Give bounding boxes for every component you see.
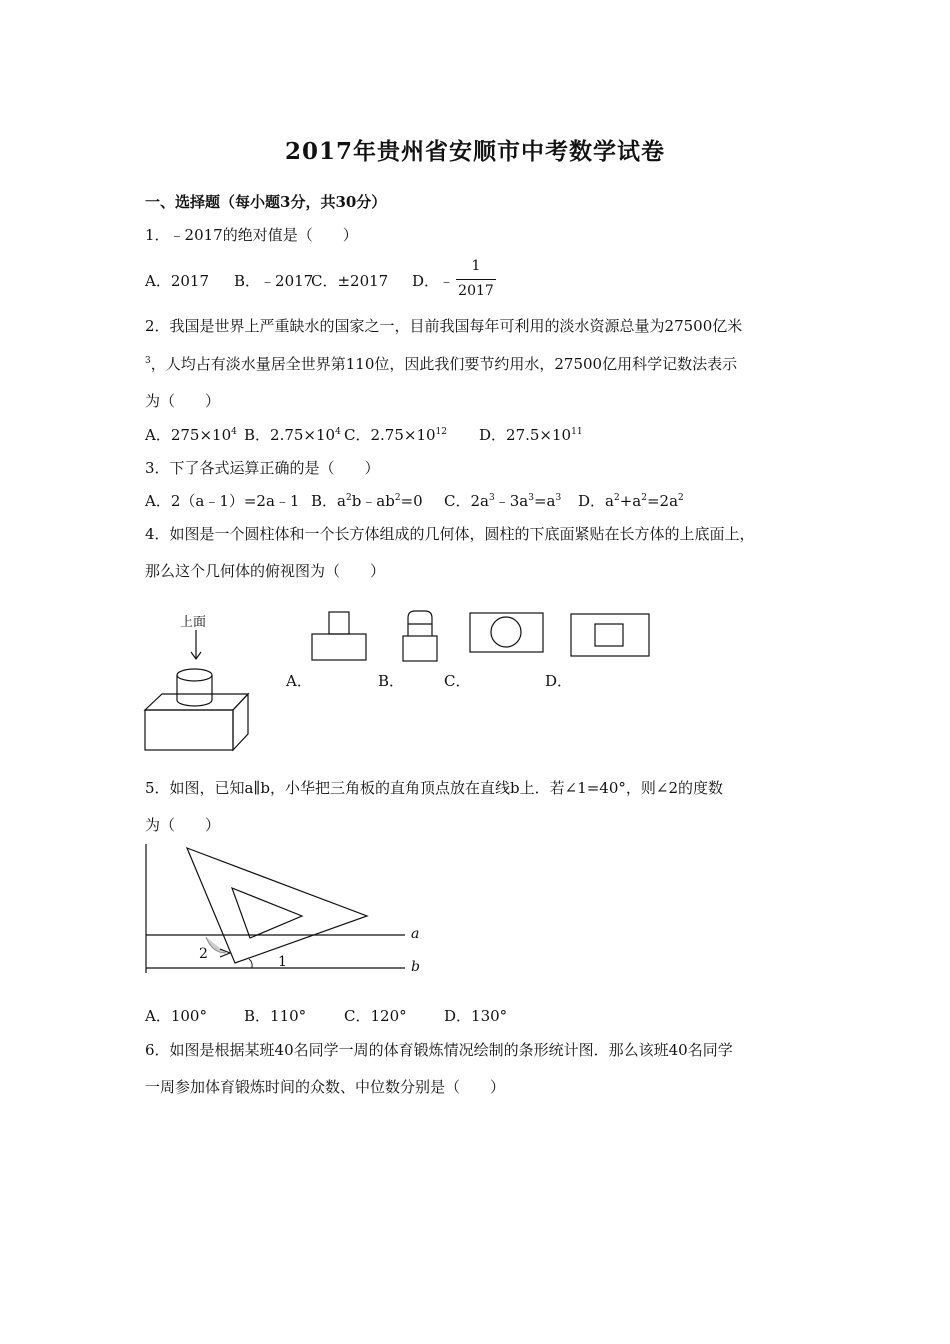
q2-option-d bbox=[479, 424, 583, 445]
q5-option-b: B．110° bbox=[244, 1007, 307, 1025]
q3-option-d bbox=[578, 490, 684, 511]
q2-option-d-base: D．27.5×10 bbox=[479, 426, 572, 444]
q5-angle-2-label: 2 bbox=[199, 946, 208, 962]
q2-option-c-base: C．2.75×10 bbox=[344, 426, 436, 444]
q3-d-part1: D．a bbox=[578, 492, 614, 510]
page-title: 2017年贵州省安顺市中考数学试卷 bbox=[284, 138, 665, 165]
q3-c-part2: ﹣3a bbox=[494, 492, 529, 510]
q4-label-a: A． bbox=[286, 672, 312, 690]
q5-stem-line1: 5．如图，已知a∥b，小华把三角板的直角顶点放在直线b上．若∠1=40°，则∠2的度数 bbox=[145, 779, 724, 797]
q3-c-exp2: 3 bbox=[528, 493, 534, 503]
section-heading: 一、选择题（每小题3分，共30分） bbox=[145, 193, 387, 211]
q3-option-a: A．2（a﹣1）=2a﹣1 bbox=[145, 492, 300, 510]
q2-stem-line1: 2．我国是世界上严重缺水的国家之一，目前我国每年可利用的淡水资源总量为27500亿米 bbox=[145, 317, 743, 335]
q2-stem-line2 bbox=[145, 353, 737, 374]
q4-option-a-figure bbox=[310, 610, 370, 664]
q5-line-b-label: b bbox=[411, 959, 420, 975]
q1-option-d-denominator: 2017 bbox=[458, 283, 494, 299]
q1-option-d-numerator: 1 bbox=[471, 258, 481, 274]
q2-option-b-exp: 4 bbox=[335, 427, 341, 437]
q5-angle-1-label: 1 bbox=[278, 954, 287, 970]
q4-option-d-figure bbox=[568, 611, 652, 659]
q2-option-b-base: B．2.75×10 bbox=[244, 426, 336, 444]
q3-c-part3: =a bbox=[533, 492, 556, 510]
q5-option-d: D．130° bbox=[444, 1007, 508, 1025]
q2-option-c bbox=[344, 424, 447, 445]
q2-option-a bbox=[145, 424, 237, 445]
q5-stem-line2: 为（ ） bbox=[145, 816, 221, 834]
q3-d-exp3: 2 bbox=[678, 493, 684, 503]
q4-solid-figure bbox=[140, 628, 255, 754]
q3-d-exp1: 2 bbox=[613, 493, 620, 503]
q5-line-a-label: a bbox=[411, 926, 420, 942]
q3-b-part1: B．a bbox=[311, 492, 346, 510]
q4-option-c-figure bbox=[468, 611, 546, 655]
q4-label-c: C． bbox=[444, 672, 471, 690]
q5-option-c: C．120° bbox=[344, 1007, 407, 1025]
q3-c-part1: C．2a bbox=[444, 492, 489, 510]
q3-option-c bbox=[444, 490, 561, 511]
q2-option-c-exp: 12 bbox=[435, 427, 447, 437]
q2-option-b bbox=[244, 424, 341, 445]
q3-b-exp2: 2 bbox=[394, 493, 401, 503]
q4-stem-line2: 那么这个几何体的俯视图为（ ） bbox=[145, 562, 386, 580]
q3-b-exp1: 2 bbox=[345, 493, 352, 503]
q3-d-part3: =2a bbox=[646, 492, 679, 510]
q3-stem: 3．下了各式运算正确的是（ ） bbox=[145, 459, 380, 477]
q2-option-a-exp: 4 bbox=[231, 427, 237, 437]
q1-stem: 1．﹣2017的绝对值是（ ） bbox=[145, 226, 358, 244]
q3-c-exp3: 3 bbox=[555, 493, 562, 503]
q3-c-exp1: 3 bbox=[488, 493, 495, 503]
q4-label-b: B． bbox=[378, 672, 405, 690]
q2-cubic-sup: 3 bbox=[145, 356, 151, 366]
q1-fraction-bar bbox=[456, 279, 496, 280]
q6-stem-line2: 一周参加体育锻炼时间的众数、中位数分别是（ ） bbox=[145, 1078, 506, 1096]
q1-option-a: A．2017 bbox=[145, 272, 210, 290]
q3-b-part2: b﹣ab bbox=[351, 492, 395, 510]
q4-option-b-figure bbox=[400, 608, 440, 664]
q6-stem-line1: 6．如图是根据某班40名同学一周的体育锻炼情况绘制的条形统计图．那么该班40名同学 bbox=[145, 1041, 733, 1059]
q3-option-b bbox=[311, 490, 423, 511]
q4-stem-line1: 4．如图是一个圆柱体和一个长方体组成的几何体，圆柱的下底面紧贴在长方体的上底面上， bbox=[145, 525, 755, 543]
q1-option-d-prefix: D．﹣ bbox=[412, 272, 455, 290]
q1-option-b: B．﹣2017 bbox=[234, 272, 314, 290]
q4-label-d: D． bbox=[545, 672, 573, 690]
q2-stem-line2-text: ，人均占有淡水量居全世界第110位，因此我们要节约用水，27500亿用科学记数法表示 bbox=[150, 355, 738, 373]
q3-d-exp2: 2 bbox=[641, 493, 647, 503]
q4-top-label: 上面 bbox=[180, 615, 207, 630]
q2-option-a-base: A．275×10 bbox=[145, 426, 232, 444]
q2-stem-line3: 为（ ） bbox=[145, 392, 221, 410]
q1-option-c: C．±2017 bbox=[311, 272, 389, 290]
q3-d-part2: +a bbox=[619, 492, 642, 510]
q3-b-part3: =0 bbox=[400, 492, 423, 510]
q5-option-a: A．100° bbox=[145, 1007, 207, 1025]
q2-option-d-exp: 11 bbox=[571, 427, 583, 437]
